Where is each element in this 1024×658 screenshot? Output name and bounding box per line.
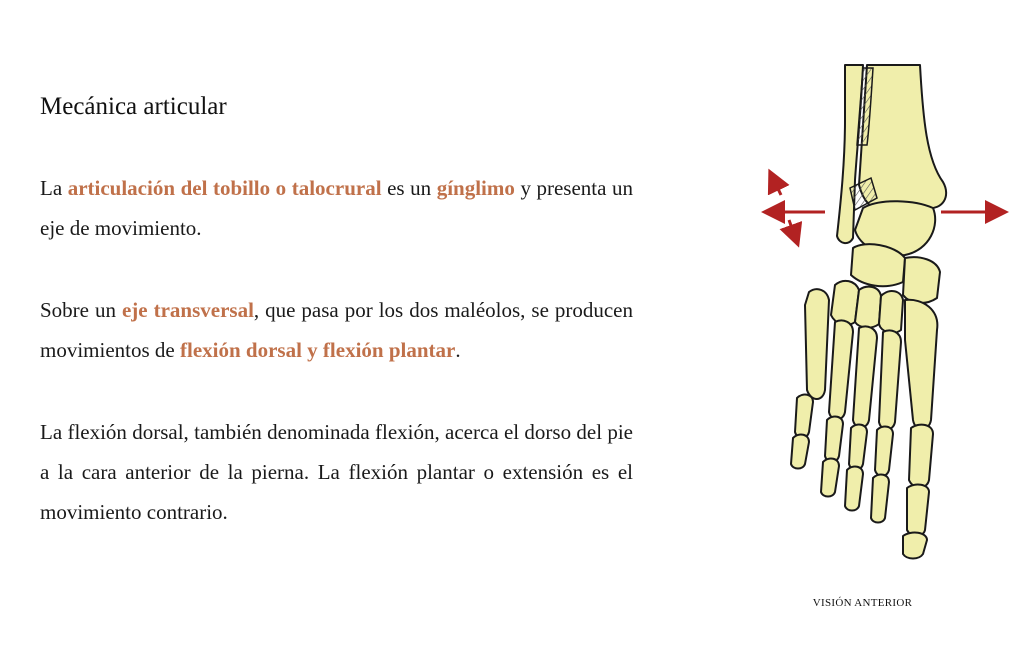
p3-text-1: La flexión dorsal, también denominada flexión, acerca el dorso del pie a la cara anterior de la pierna. La flexión plantar o extensión es el movimiento contrario. — [40, 420, 633, 524]
paragraph-transverse-axis — [40, 290, 633, 370]
term-ankle-joint: articulación del tobillo o talocrural — [67, 176, 382, 200]
metatarsal-5 — [905, 300, 937, 429]
page-title: Mecánica articular — [40, 93, 227, 120]
phalanx-5-distal — [903, 533, 927, 559]
phalanx-5-mid — [907, 485, 929, 536]
cuboid — [903, 257, 940, 303]
metatarsal-3 — [853, 326, 877, 427]
metatarsal-1 — [805, 289, 829, 399]
phalanx-3-distal — [845, 467, 863, 511]
p1-text-1: La — [40, 176, 68, 200]
p2-text-2: , que pasa por los dos maléolos, se producen movimientos de — [40, 298, 633, 362]
phalanx-5-proximal — [909, 425, 933, 488]
metatarsal-4 — [879, 330, 901, 429]
phalanx-1-proximal — [795, 395, 813, 438]
p2-text-1: Sobre un — [40, 298, 122, 322]
term-transverse-axis: eje transversal — [121, 298, 254, 322]
phalanx-3-proximal — [849, 425, 867, 470]
p2-text-3: . — [455, 338, 461, 362]
term-flexion-movements: flexión dorsal y flexión plantar — [180, 338, 456, 362]
cuneiform-middle — [855, 287, 881, 328]
phalanx-2-distal — [821, 459, 839, 497]
paragraph-ankle-joint — [40, 168, 633, 248]
rotation-arrow-up — [771, 174, 781, 195]
foot-illustration — [755, 60, 1015, 580]
phalanx-4-proximal — [875, 427, 893, 476]
cuneiform-lateral — [879, 291, 903, 333]
paragraph-flexion-definition — [40, 412, 633, 532]
foot-skeleton-icon — [755, 60, 1015, 580]
p1-text-2: es un — [381, 176, 437, 200]
metatarsal-2 — [829, 320, 853, 419]
navicular — [851, 244, 905, 286]
rotation-arrow-down — [789, 220, 797, 242]
figure-caption: VISIÓN ANTERIOR — [812, 597, 913, 609]
phalanx-2-proximal — [825, 417, 843, 462]
text-column — [40, 168, 633, 574]
phalanx-1-distal — [791, 435, 809, 469]
phalanx-4-distal — [871, 475, 889, 523]
p1-text-3: y presenta un eje de movimiento. — [40, 176, 634, 240]
term-ginglymus: gínglimo — [436, 176, 515, 200]
